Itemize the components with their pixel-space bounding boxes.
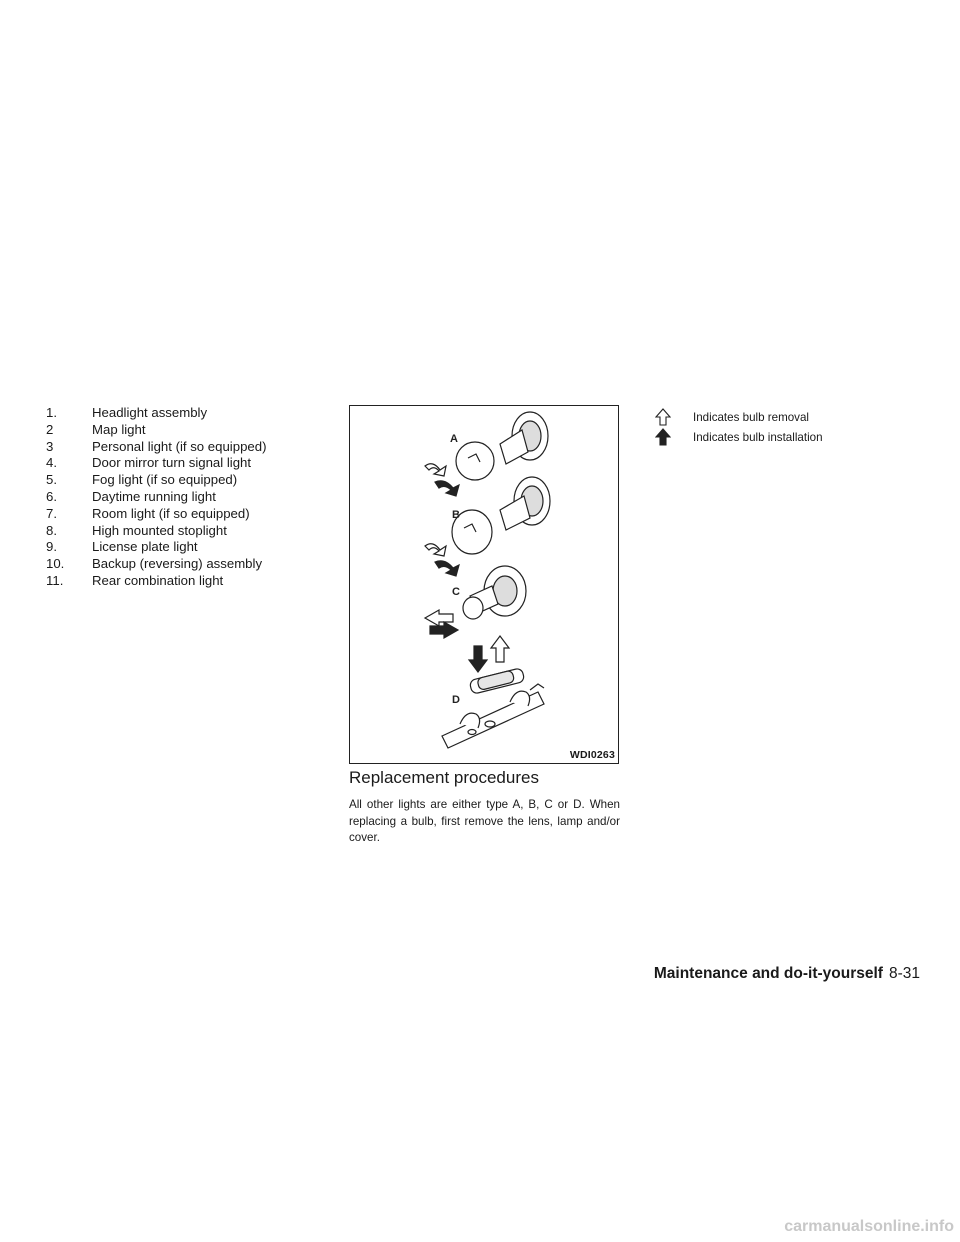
twist-arrow-icon: [425, 544, 459, 576]
legend-installation: Indicates bulb installation: [655, 427, 823, 447]
outline-arrow-left-icon: [425, 610, 453, 626]
solid-arrow-right-icon: [430, 622, 458, 638]
bulb-a-illustration: [456, 412, 548, 480]
list-item: 5. Fog light (if so equipped): [46, 472, 238, 488]
page-footer: [654, 965, 920, 983]
figure-label-c: C: [452, 586, 460, 598]
list-item: 3 Personal light (if so equipped): [46, 438, 267, 454]
section-body: All other lights are either type A, B, C or D. When replacing a bulb, first remove the lens, lamp and/or cover.: [349, 798, 620, 845]
watermark: carmanualsonline.info: [784, 1218, 954, 1235]
footer-section-title: Maintenance and do-it-yourself: [653, 965, 883, 982]
bulb-c-illustration: [463, 566, 526, 619]
bulb-b-illustration: [452, 477, 550, 554]
list-item: 9. License plate light: [46, 539, 198, 555]
arrow-legend: [655, 407, 823, 447]
twist-arrow-icon: [425, 464, 459, 496]
bulb-d-illustration: [442, 668, 544, 748]
list-item: 6. Daytime running light: [46, 488, 216, 504]
list-item: 8. High mounted stoplight: [46, 522, 227, 538]
list-item: 11. Rear combination light: [46, 572, 224, 588]
list-item: 7. Room light (if so equipped): [46, 505, 250, 521]
list-item: 4. Door mirror turn signal light: [46, 455, 252, 471]
solid-arrow-down-icon: [469, 646, 487, 672]
list-item: 1. Headlight assembly: [46, 405, 208, 420]
figure-code: WDI0263: [569, 749, 615, 761]
bulb-illustration: [350, 406, 618, 763]
legend-removal: Indicates bulb removal: [655, 407, 823, 427]
list-item: 2 Map light: [46, 421, 146, 437]
list-item: 10. Backup (reversing) assembly: [46, 556, 263, 572]
figure-label-b: B: [452, 509, 460, 521]
figure-label-a: A: [450, 433, 458, 445]
figure-label-d: D: [452, 694, 460, 706]
outline-arrow-up-icon: [655, 408, 671, 426]
section-title: Replacement procedures: [349, 768, 539, 787]
outline-arrow-up-icon: [491, 636, 509, 662]
bulb-types-figure: [349, 405, 619, 764]
page-number: 8-31: [888, 965, 920, 982]
solid-arrow-up-icon: [655, 428, 671, 446]
lights-list: [46, 405, 266, 590]
